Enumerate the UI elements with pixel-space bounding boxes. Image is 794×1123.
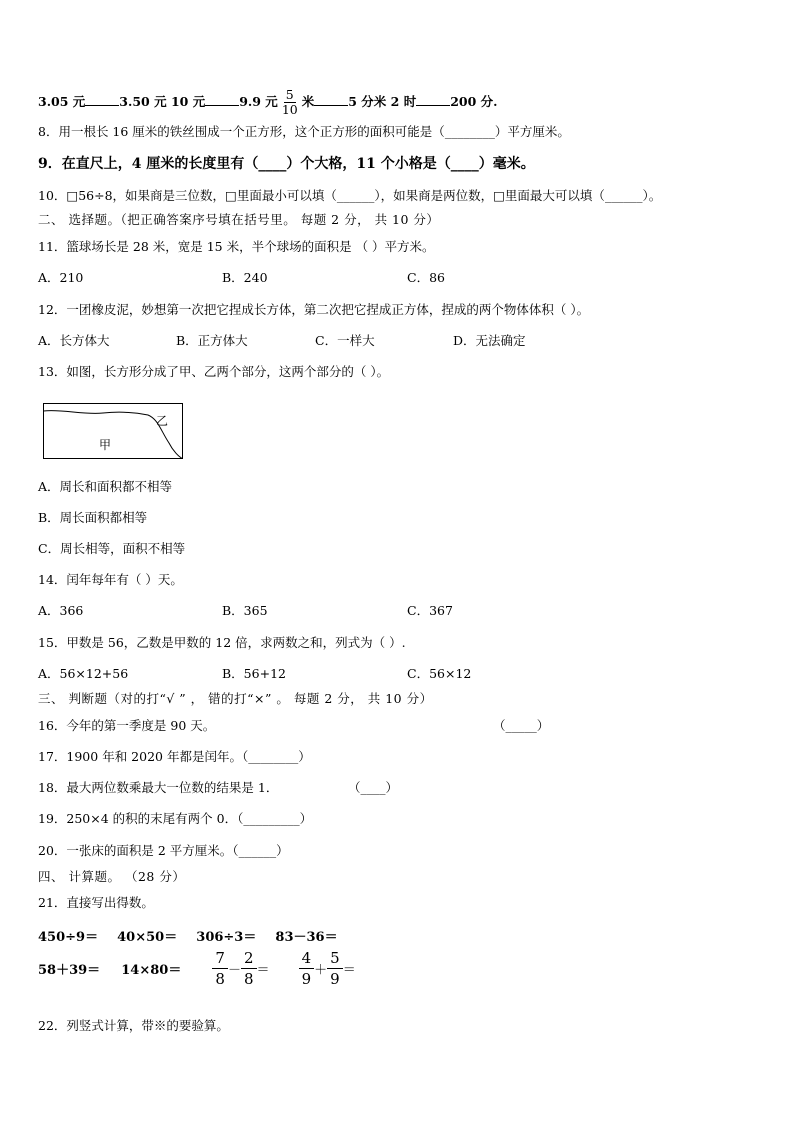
calc-item: 83－36＝: [275, 930, 338, 945]
q13-option-b[interactable]: B．周长面积都相等: [38, 510, 148, 525]
question-10: 10．□56÷8，如果商是三位数，□里面最小可以填（______），如果商是两位数，□里面最大可以填（______）。: [38, 188, 662, 203]
q15-option-c[interactable]: C．56×12: [407, 666, 472, 681]
question-16: 16．今年的第一季度是 90 天。: [38, 718, 216, 733]
question-18: 18．最大两位数乘最大一位数的结果是 1．: [38, 780, 279, 795]
q11-option-b[interactable]: B．240: [222, 270, 268, 285]
answer-blank[interactable]: ________: [444, 124, 495, 139]
question-12: 12．一团橡皮泥，妙想第一次把它捏成长方体，第二次把它捏成正方体，捏成的两个物体体积（ ）。: [38, 302, 590, 317]
question-17: 17．1900 年和 2020 年都是闰年。（________）: [38, 749, 311, 764]
region-jia-label: 甲: [99, 438, 112, 452]
fraction: $\frac{5}{10}$: [281, 87, 298, 117]
q18-answer-paren[interactable]: （____）: [348, 780, 399, 795]
answer-blank[interactable]: ______: [336, 188, 375, 203]
section-2-heading: 二、 选择题。（把正确答案序号填在括号里。 每题 2 分， 共 10 分）: [38, 212, 440, 227]
q7-comparisons: 3.05 元 3.50 元 10 元 9.9 元 $\frac{5}{10}$ 米 5 分米 2 时 200 分.: [38, 87, 498, 117]
question-14: 14．闰年每年有（ ）天。: [38, 572, 183, 587]
q15-option-a[interactable]: A．56×12+56: [38, 666, 129, 681]
question-13: 13．如图，长方形分成了甲、乙两个部分，这两个部分的（ ）。: [38, 364, 390, 379]
calc-row-1: [38, 926, 338, 945]
answer-blank[interactable]: [416, 93, 450, 106]
question-9: 9．在直尺上，4 厘米的长度里有（____）个大格，11 个小格是（____）毫米。: [38, 156, 535, 172]
question-15: 15．甲数是 56，乙数是甲数的 12 倍，求两数之和，列式为（ ）.: [38, 635, 406, 650]
answer-blank[interactable]: ______: [238, 843, 277, 858]
calc-item: 306÷3＝: [196, 930, 257, 945]
answer-blank[interactable]: [85, 93, 119, 106]
fraction: $\frac{2}{8}$: [241, 948, 257, 989]
q15-option-b[interactable]: B．56+12: [222, 666, 286, 681]
q14-option-c[interactable]: C．367: [407, 603, 453, 618]
q13-option-a[interactable]: A．周长和面积都不相等: [38, 479, 173, 494]
calc-item: 40×50＝: [117, 930, 178, 945]
fraction: $\frac{7}{8}$: [212, 948, 228, 989]
q11-option-a[interactable]: A．210: [38, 270, 84, 285]
answer-blank[interactable]: [205, 93, 239, 106]
question-22: 22．列竖式计算，带※的要验算。: [38, 1018, 229, 1033]
question-21: 21．直接写出得数。: [38, 895, 154, 910]
calc-item: 450÷9＝: [38, 930, 99, 945]
fraction: $\frac{4}{9}$: [299, 948, 315, 989]
calc-row-2: 58＋39＝ 14×80＝ $\frac{7}{8}$ － $\frac{2}{8}$ ＝ $\frac{4}{9}$ ＋ $\frac{5}{9}$ ＝: [38, 949, 356, 988]
q16-answer-paren[interactable]: （_____）: [493, 718, 550, 733]
q12-option-a[interactable]: A．长方体大: [38, 333, 110, 348]
question-11: 11．篮球场长是 28 米，宽是 15 米，半个球场的面积是 （ ）平方米。: [38, 239, 435, 254]
region-yi-label: 乙: [156, 414, 169, 428]
calc-item: 58＋39＝: [38, 963, 101, 978]
answer-blank[interactable]: _________: [243, 811, 300, 826]
answer-blank[interactable]: [314, 93, 348, 106]
question-19: 19．250×4 的积的末尾有两个 0．（_________）: [38, 811, 313, 826]
q12-option-d[interactable]: D．无法确定: [453, 333, 526, 348]
answer-blank[interactable]: ____: [258, 156, 287, 172]
rectangle-figure: [43, 403, 183, 459]
q13-option-c[interactable]: C．周长相等，面积不相等: [38, 541, 186, 556]
q11-option-c[interactable]: C．86: [407, 270, 445, 285]
section-4-heading: 四、 计算题。 （28 分）: [38, 869, 186, 884]
q14-option-a[interactable]: A．366: [38, 603, 84, 618]
question-8: 8．用一根长 16 厘米的铁丝围成一个正方形，这个正方形的面积可能是（________）平方厘米。: [38, 124, 570, 139]
answer-blank[interactable]: ________: [248, 749, 299, 764]
calc-item: 14×80＝: [121, 963, 182, 978]
q12-option-c[interactable]: C．一样大: [315, 333, 375, 348]
question-20: 20．一张床的面积是 2 平方厘米。（______）: [38, 843, 289, 858]
q14-option-b[interactable]: B．365: [222, 603, 268, 618]
section-3-heading: 三、 判断题（对的打“√ ” ， 错的打“×” 。 每题 2 分， 共 10 分）: [38, 691, 433, 706]
answer-blank[interactable]: ______: [604, 188, 643, 203]
fraction: $\frac{5}{9}$: [327, 948, 343, 989]
q12-option-b[interactable]: B．正方体大: [176, 333, 248, 348]
answer-blank[interactable]: ____: [450, 156, 479, 172]
